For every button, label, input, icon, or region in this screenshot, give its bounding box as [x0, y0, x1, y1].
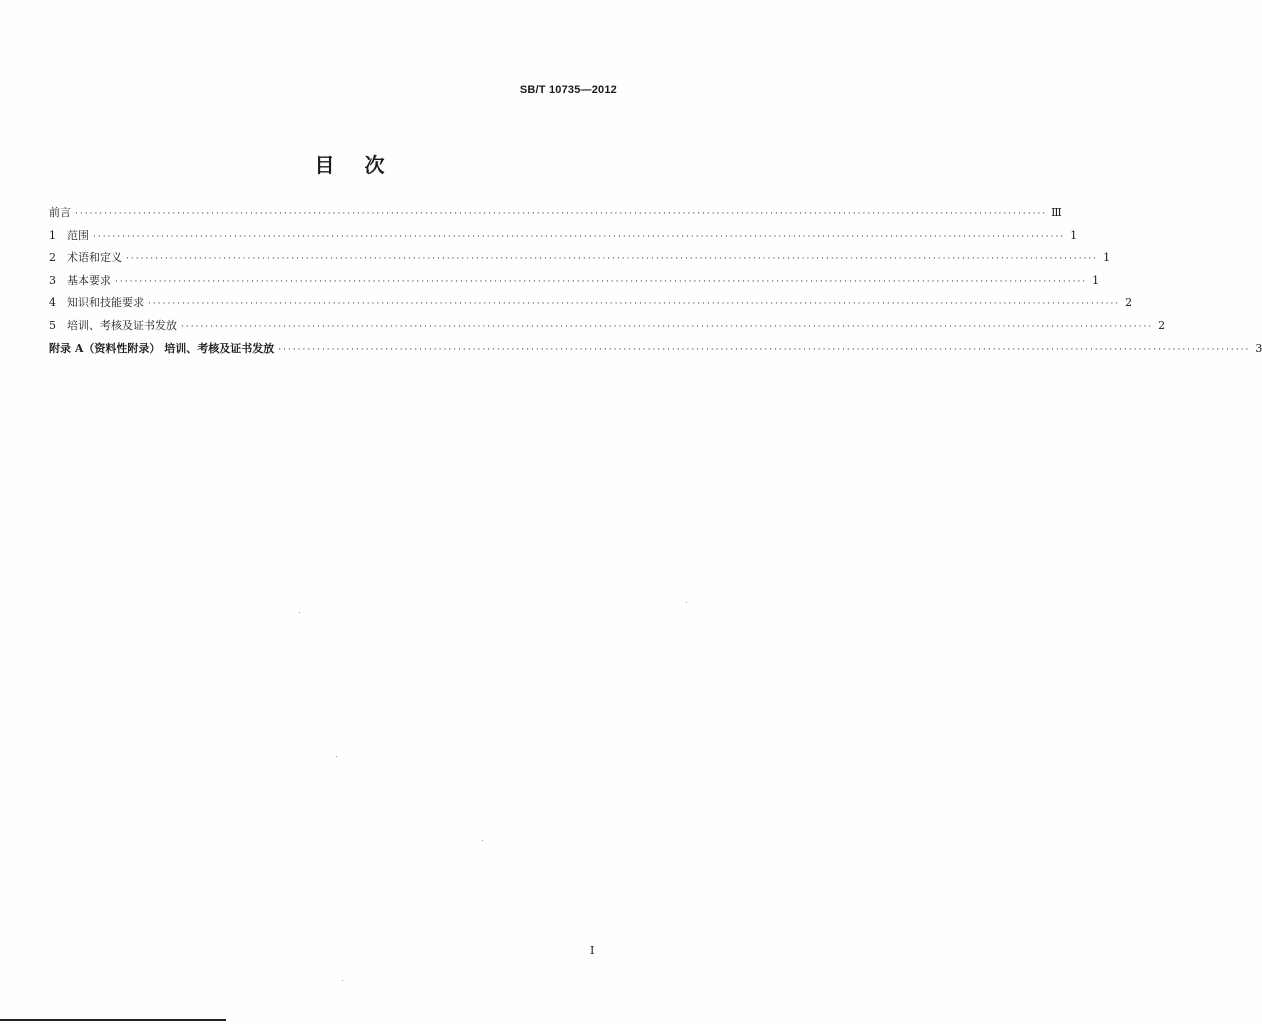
toc-entry-label: 培训、考核及证书发放	[67, 318, 177, 332]
scan-speck	[299, 612, 300, 613]
toc-leader-dots: ········································································································································································································	[278, 344, 1251, 355]
toc-leader-dots: ········································································································································································································	[93, 231, 1066, 242]
scan-speck	[336, 756, 337, 757]
toc-entry-page: 3	[1255, 341, 1262, 355]
toc-entry-number: 5	[49, 318, 56, 332]
page-number: I	[590, 944, 595, 957]
toc-entry-label: 前言	[49, 206, 71, 219]
scan-speck	[482, 840, 483, 841]
scan-edge-line	[0, 1019, 226, 1021]
toc-entry	[49, 228, 1078, 252]
toc-entry	[49, 341, 1262, 365]
toc-leader-dots: ········································································································································································································	[75, 209, 1048, 219]
toc-entry-number: 4	[49, 296, 56, 310]
toc-leader-dots: ········································································································································································································	[181, 321, 1154, 332]
toc-leader-dots: ········································································································································································································	[126, 254, 1099, 265]
toc-entry-label: 知识和技能要求	[67, 296, 144, 310]
scan-speck	[686, 602, 687, 603]
toc-entry-page: 1	[1092, 273, 1100, 287]
toc-leader-dots: ········································································································································································································	[115, 276, 1088, 287]
toc-entry-page: Ⅲ	[1051, 206, 1062, 219]
standard-code: SB/T 10735—2012	[519, 84, 617, 96]
toc-entry	[49, 206, 1062, 229]
toc-entry-label: 基本要求	[67, 273, 111, 287]
toc-entry-label: 附录 A（资料性附录） 培训、考核及证书发放	[49, 341, 275, 355]
toc-title: 目次	[314, 153, 415, 177]
toc-entry-page: 1	[1070, 228, 1078, 242]
toc-entry-page: 1	[1103, 251, 1111, 265]
toc-leader-dots: ········································································································································································································	[148, 299, 1121, 310]
toc-entry	[49, 296, 1133, 319]
toc-entry	[49, 318, 1166, 342]
toc-entry-page: 2	[1125, 296, 1133, 310]
toc-entry-number: 3	[49, 273, 56, 287]
toc-entry-label: 范围	[67, 228, 89, 242]
toc-entry-number: 1	[49, 228, 56, 242]
toc-entry	[49, 251, 1111, 274]
toc-list	[49, 206, 1262, 364]
toc-entry-number: 2	[49, 251, 56, 265]
scan-speck	[342, 980, 343, 981]
toc-entry	[49, 273, 1100, 297]
toc-entry-label: 术语和定义	[67, 251, 122, 265]
toc-entry-page: 2	[1158, 318, 1166, 332]
